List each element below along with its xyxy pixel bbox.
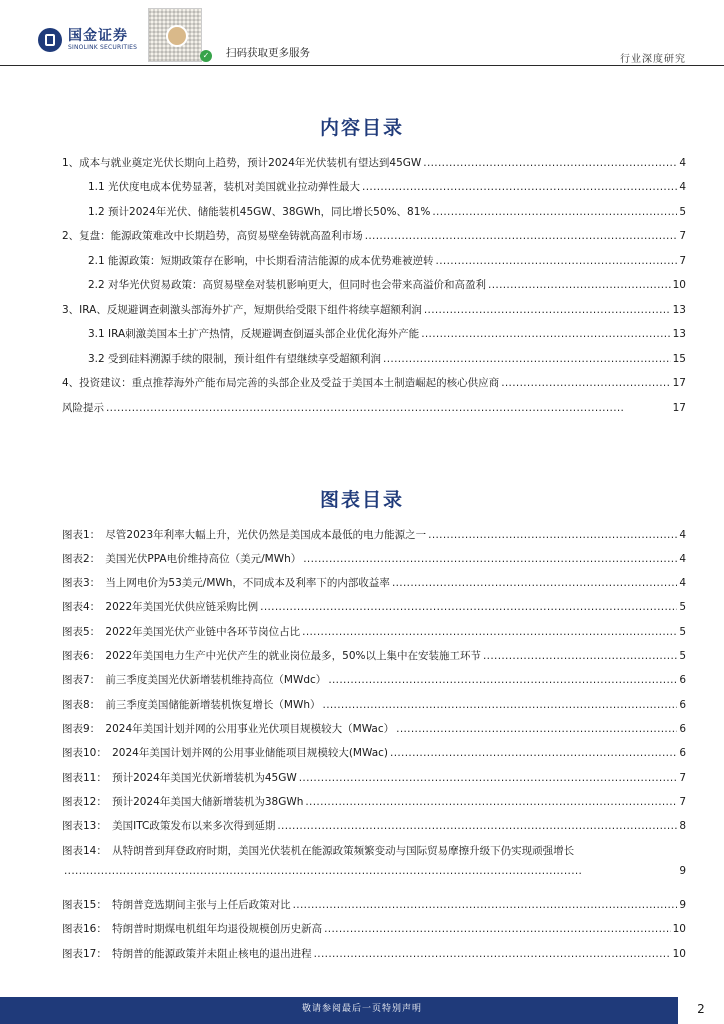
toc-item[interactable] [62,228,686,246]
toc-leader [305,796,677,808]
figure-item[interactable] [62,794,686,812]
toc-leader [392,577,677,589]
toc-leader [302,626,677,638]
figure-item-text: 图表6： 2022年美国电力生产中光伏产生的就业岗位最多，50%以上集中在安装施工环节 [62,650,481,662]
scan-prompt: 扫码获取更多服务 [226,47,310,59]
figure-item-page: 8 [679,820,686,832]
toc-item-text: 2、复盘：能源政策难改中长期趋势，高贸易壁垒铸就高盈利市场 [62,230,363,242]
toc-item[interactable] [88,351,686,369]
page-header [0,0,724,66]
toc-leader [396,723,677,735]
figure-item-text: 图表13： 美国ITC政策发布以来多次得到延期 [62,820,276,832]
toc-item-text: 1.2 预计2024年光伏、储能装机45GW、38GWh，同比增长50%、81% [88,206,431,218]
figure-item[interactable] [62,745,686,763]
toc-item-text: 风险提示 [62,402,104,414]
toc-leader [383,353,671,365]
wechat-icon: ✓ [200,50,212,62]
toc-leader [328,674,677,686]
figure-item-page: 5 [679,626,686,638]
figure-item-page: 9 [679,899,686,911]
toc-leader [424,304,671,316]
toc-item-text: 3.2 受到硅料溯源手续的限制，预计组件有望继续享受超额利润 [88,353,382,365]
figure-item[interactable] [62,599,686,617]
figure-item[interactable] [62,721,686,739]
figure-item[interactable] [62,697,686,715]
figure-item-text: 图表10： 2024年美国计划并网的公用事业储能项目规模较大(MWac) [62,747,389,759]
figure-item-page: 10 [672,923,686,935]
figure-item-continuation [62,865,686,883]
figure-item-page: 10 [672,948,686,960]
figure-item-text: 图表1： 尽管2023年利率大幅上升，光伏仍然是美国成本最低的电力能源之一 [62,529,427,541]
figure-item[interactable] [62,551,686,569]
toc-item-page: 17 [672,402,686,414]
toc-item[interactable] [62,400,686,418]
toc-item-page: 15 [672,353,686,365]
figure-item-page: 7 [679,796,686,808]
toc-leader [501,377,670,389]
toc-item-text: 2.1 能源政策：短期政策存在影响，中长期看清洁能源的成本优势难被逆转 [88,255,434,267]
toc-item[interactable] [62,375,686,393]
toc-leader [423,157,677,169]
figure-item-page: 6 [679,674,686,686]
toc-item-page: 7 [679,255,686,267]
figure-item-text: 图表11： 预计2024年美国光伏新增装机为45GW [62,772,297,784]
figure-item-text: 图表3： 当上网电价为53美元/MWh，不同成本及利率下的内部收益率 [62,577,390,589]
figure-item[interactable] [62,843,686,885]
header-divider [0,65,724,66]
figure-item-page: 5 [679,601,686,613]
figure-item-page: 6 [679,699,686,711]
toc-item-page: 13 [672,328,686,340]
logo-name-cn: 国金证券 [68,28,128,44]
toc-leader [293,899,678,911]
toc-item-page: 5 [679,206,686,218]
toc-item-page: 4 [679,157,686,169]
figure-item-page: 9 [679,865,686,877]
figure-item[interactable] [62,897,686,915]
figure-item-text: 图表17： 特朗普的能源政策并未阻止核电的退出进程 [62,948,312,960]
toc-item-page: 17 [672,377,686,389]
figure-item[interactable] [62,648,686,666]
figure-item-page: 4 [679,529,686,541]
toc-item-page: 4 [679,181,686,193]
company-logo [38,28,137,52]
toc-item[interactable] [62,302,686,320]
toc-item-page: 7 [679,230,686,242]
toc-leader [488,279,671,291]
toc-leader [362,181,677,193]
toc-item-text: 3.1 IRA刺激美国本土扩产热情，反规避调查倒逼头部企业优化海外产能 [88,328,420,340]
toc-leader [323,699,678,711]
footer-disclaimer: 敬请参阅最后一页特别声明 [301,1004,422,1014]
figure-item-text: 图表16： 特朗普时期煤电机组年均退役规模创历史新高 [62,923,323,935]
figure-item-text: 图表4： 2022年美国光伏供应链采购比例 [62,601,259,613]
figure-list-title: 图表目录 [319,489,404,511]
toc-item[interactable] [88,253,686,271]
toc-leader [436,255,678,267]
toc-leader [421,328,670,340]
figure-item-text: 图表5： 2022年美国光伏产业链中各环节岗位占比 [62,626,301,638]
toc-item[interactable] [62,155,686,173]
figure-item-page: 4 [679,577,686,589]
toc-item-text: 4、投资建议：重点推荐海外产能布局完善的头部企业及受益于美国本土制造崛起的核心供应商 [62,377,500,389]
figure-item-text: 图表12： 预计2024年美国大储新增装机为38GWh [62,796,304,808]
toc-item-text: 3、IRA、反规避调查刺激头部海外扩产，短期供给受限下组件将续享超额利润 [62,304,422,316]
figure-item[interactable] [62,575,686,593]
report-category: 行业深度研究 [620,54,686,65]
toc-item-page: 10 [672,279,686,291]
figure-item-text: 图表15： 特朗普竞选期间主张与上任后政策对比 [62,899,291,911]
toc-leader [260,601,677,613]
figure-item-page: 7 [679,772,686,784]
figure-item[interactable] [62,818,686,836]
figure-item[interactable] [62,672,686,690]
toc-item[interactable] [88,277,686,295]
toc-leader [432,206,677,218]
figure-item[interactable] [62,527,686,545]
toc-leader [390,747,677,759]
figure-item-text: 图表8： 前三季度美国储能新增装机恢复增长（MWh） [62,699,321,711]
figure-item[interactable] [62,770,686,788]
toc-leader [483,650,677,662]
figure-item-text: 图表2： 美国光伏PPA电价维持高位（美元/MWh） [62,553,302,565]
toc-leader [64,865,677,877]
toc-title: 内容目录 [319,117,404,139]
toc-leader [277,820,677,832]
toc-leader [324,923,671,935]
figure-item-text: 图表14： 从特朗普到拜登政府时期，美国光伏装机在能源政策频繁变动与国际贸易摩擦升级下仍实现顽强增长 [62,845,575,857]
figure-item-page: 6 [679,723,686,735]
figure-item-text: 图表9： 2024年美国计划并网的公用事业光伏项目规模较大（MWac） [62,723,395,735]
toc-item-text: 1、成本与就业奠定光伏长期向上趋势，预计2024年光伏装机有望达到45GW [62,157,422,169]
toc-item-text: 1.1 光伏度电成本优势显著，装机对美国就业拉动弹性最大 [88,181,361,193]
toc-item[interactable] [88,326,686,344]
figure-item[interactable] [62,946,686,964]
toc-leader [303,553,677,565]
logo-name-en: SINOLINK SECURITIES [68,44,138,51]
toc-item[interactable] [88,204,686,222]
figure-item[interactable] [62,921,686,939]
qr-center-logo [166,25,188,47]
figure-item-page: 4 [679,553,686,565]
toc-item-text: 2.2 对华光伏贸易政策：高贸易壁垒对装机影响更大，但同时也会带来高溢价和高盈利 [88,279,487,291]
figure-item-text: 图表7： 前三季度美国光伏新增装机维持高位（MWdc） [62,674,327,686]
toc-leader [106,402,671,414]
toc-leader [428,529,677,541]
figure-item-page: 5 [679,650,686,662]
page-number: 2 [678,994,724,1024]
toc-leader [299,772,678,784]
figure-item[interactable] [62,624,686,642]
toc-leader [365,230,678,242]
logo-icon [38,28,62,52]
toc-leader [314,948,671,960]
figure-item-page: 6 [679,747,686,759]
toc-item-page: 13 [672,304,686,316]
qr-code[interactable] [148,8,210,62]
toc-item[interactable] [88,179,686,197]
